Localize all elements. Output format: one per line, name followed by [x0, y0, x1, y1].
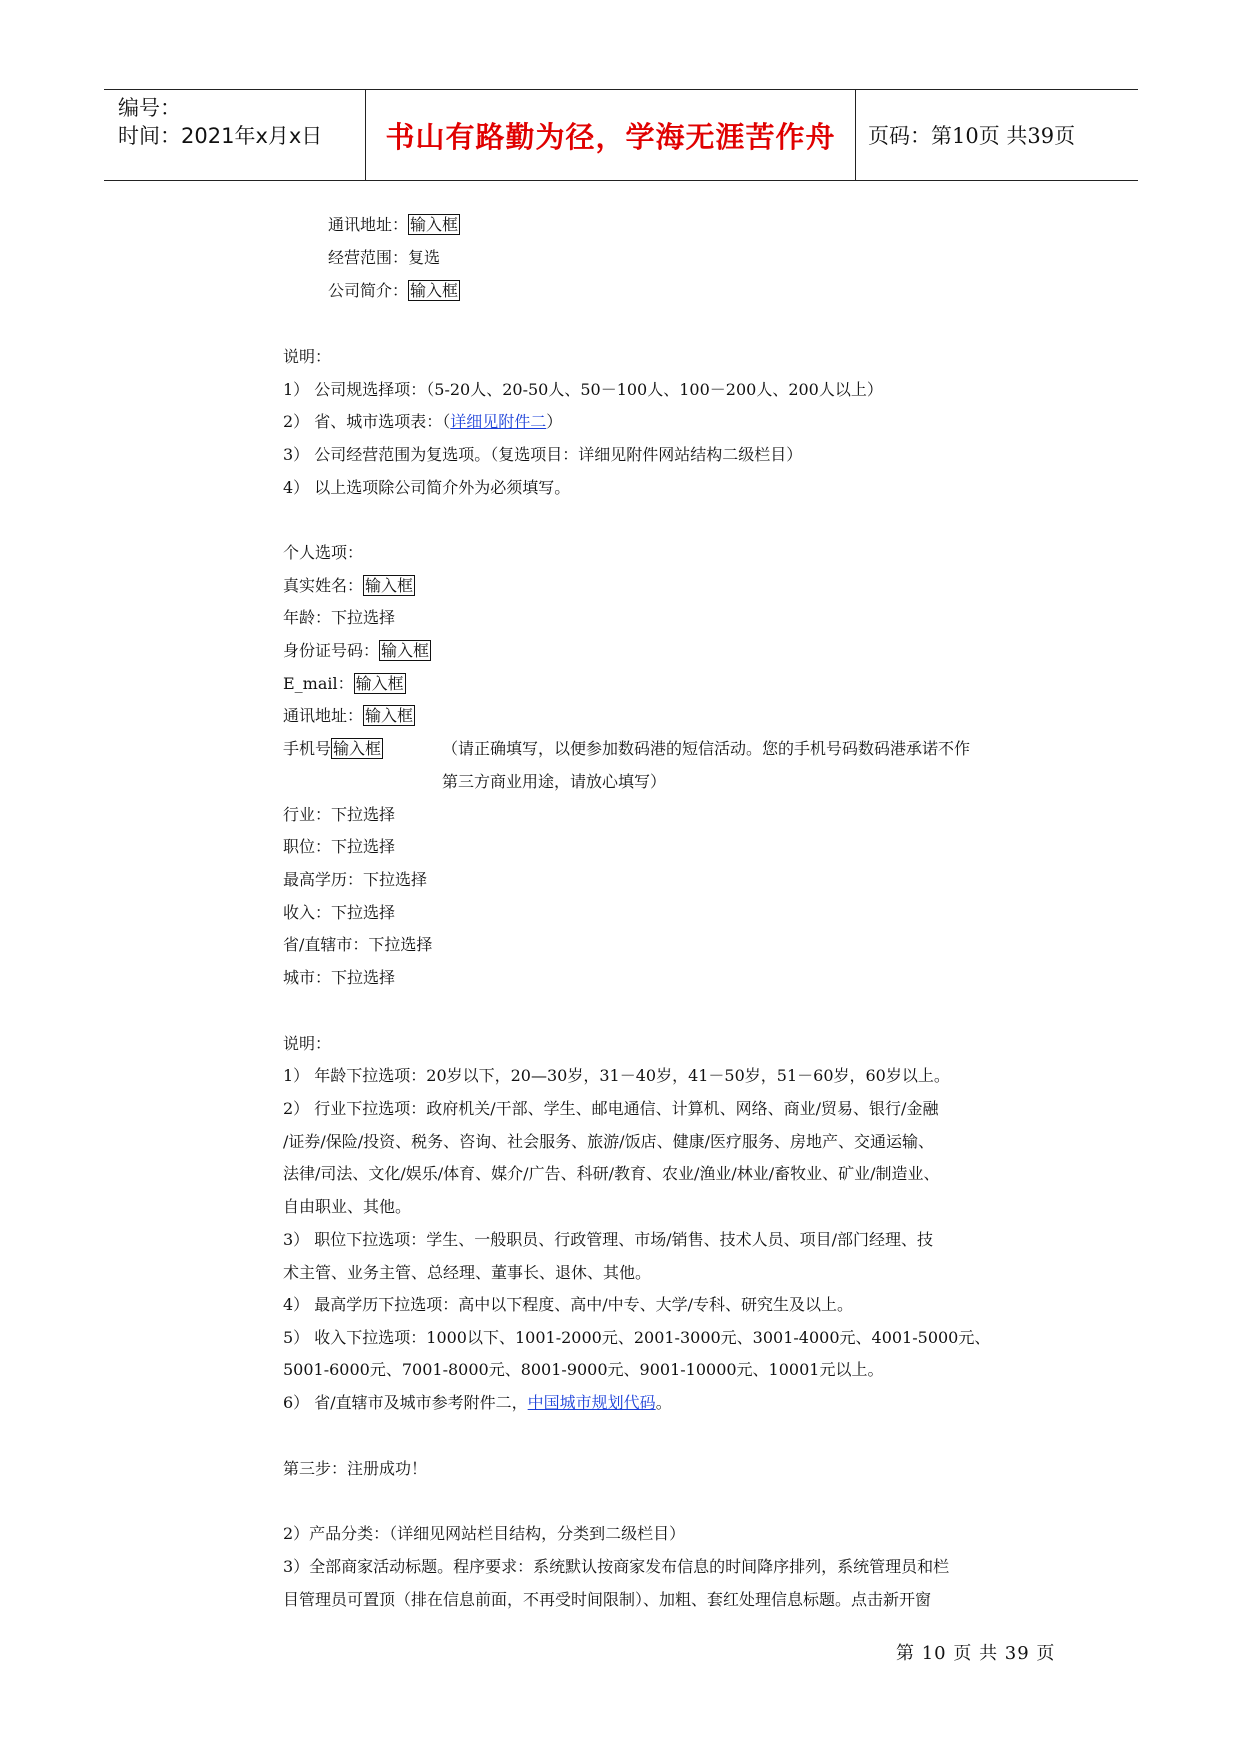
personal-name-line: [283, 574, 415, 598]
company-intro-input[interactable]: 输入框: [410, 281, 459, 300]
note2-line-9: 5） 收入下拉选项：1000以下、1001-2000元、2001-3000元、3001-4000元、4001-5000元、: [283, 1328, 991, 1347]
number-label: 编号：: [118, 96, 181, 120]
personal-province-line: 省/直辖市：下拉选择: [283, 935, 433, 954]
note2-line-11: [283, 1391, 672, 1415]
company-address-line: [328, 213, 460, 237]
phone-note-line-1: （请正确填写，以便参加数码港的短信活动。您的手机号码数码港承诺不作: [442, 739, 971, 758]
tail-line-1: 2）产品分类：（详细见网站栏目结构，分类到二级栏目）: [283, 1524, 686, 1543]
real-name-input[interactable]: 输入框: [365, 576, 414, 595]
personal-industry-line: 行业：下拉选择: [283, 805, 396, 824]
city-code-link[interactable]: 中国城市规划代码: [527, 1393, 656, 1412]
note2-line-5: 自由职业、其他。: [283, 1197, 412, 1216]
personal-name-label: 真实姓名：: [283, 576, 364, 595]
personal-id-line: [283, 639, 431, 663]
note1-item-2-close: ）: [546, 412, 563, 431]
tail-line-3: 目管理员可置顶（排在信息前面，不再受时间限制）、加粗、套红处理信息标题。点击新开窗: [283, 1590, 932, 1609]
phone-note-line-2: 第三方商业用途，请放心填写）: [442, 772, 667, 791]
phone-input[interactable]: 输入框: [333, 739, 382, 758]
note2-line-4: 法律/司法、文化/娱乐/体育、媒介/广告、科研/教育、农业/渔业/林业/畜牧业、矿业/制造业、: [283, 1164, 940, 1183]
note1-item-4: 4） 以上选项除公司简介外为必须填写。: [283, 478, 571, 497]
time-label: 时间：2021年x月x日: [118, 124, 323, 148]
header-page-label: 页码：第10页 共39页: [868, 124, 1076, 148]
personal-education-line: 最高学历：下拉选择: [283, 870, 428, 889]
personal-city-line: 城市：下拉选择: [283, 968, 396, 987]
personal-position-line: 职位：下拉选择: [283, 837, 396, 856]
personal-income-line: 收入：下拉选择: [283, 903, 396, 922]
note2-line-1: 1） 年龄下拉选项：20岁以下，20—30岁，31－40岁，41－50岁，51－60岁，60岁以上。: [283, 1066, 950, 1085]
personal-phone-line: [283, 737, 383, 761]
header-left-cell: [104, 90, 366, 180]
note2-line-2: 2） 行业下拉选项：政府机关/干部、学生、邮电通信、计算机、网络、商业/贸易、银行/金融: [283, 1099, 939, 1118]
note1-item-3: 3） 公司经营范围为复选项。（复选项目：详细见附件网站结构二级栏目）: [283, 445, 803, 464]
personal-email-line: [283, 672, 406, 696]
note2-line-6: 3） 职位下拉选项：学生、一般职员、行政管理、市场/销售、技术人员、项目/部门经理、技: [283, 1230, 934, 1249]
company-address-label: 通讯地址：: [328, 215, 409, 234]
personal-address-label: 通讯地址：: [283, 706, 364, 725]
company-scope-line: 经营范围：复选: [328, 248, 441, 267]
note2-line-11-text: 6） 省/直辖市及城市参考附件二，: [283, 1393, 528, 1412]
personal-email-label: E_mail：: [283, 674, 354, 693]
personal-phone-label: 手机号: [283, 739, 332, 758]
id-number-input[interactable]: 输入框: [381, 641, 430, 660]
tail-line-2: 3）全部商家活动标题。程序要求：系统默认按商家发布信息的时间降序排列，系统管理员和栏: [283, 1557, 950, 1576]
company-address-input[interactable]: 输入框: [410, 215, 459, 234]
note1-title: 说明：: [283, 347, 332, 366]
note2-title: 说明：: [283, 1034, 332, 1053]
note1-item-1: 1） 公司规选择项：（5-20人、20-50人、50－100人、100－200人、200人以上）: [283, 380, 883, 399]
personal-age-line: 年龄：下拉选择: [283, 608, 396, 627]
company-intro-line: [328, 279, 460, 303]
note2-line-3: /证券/保险/投资、税务、咨询、社会服务、旅游/饭店、健康/医疗服务、房地产、交通运输、: [283, 1132, 934, 1151]
personal-address-line: [283, 704, 415, 728]
note2-line-11-end: 。: [655, 1393, 672, 1412]
note2-line-7: 术主管、业务主管、总经理、董事长、退休、其他。: [283, 1263, 652, 1282]
header-slogan: 书山有路勤为径，学海无涯苦作舟: [366, 90, 856, 180]
email-input[interactable]: 输入框: [355, 674, 404, 693]
note2-line-8: 4） 最高学历下拉选项：高中以下程度、高中/中专、大学/专科、研究生及以上。: [283, 1295, 854, 1314]
page-footer: 第 10 页 共 39 页: [896, 1643, 1056, 1664]
page-header: [104, 89, 1138, 181]
attachment-2-link[interactable]: 详细见附件二: [450, 412, 547, 431]
personal-title: 个人选项：: [283, 543, 364, 562]
personal-id-label: 身份证号码：: [283, 641, 380, 660]
note2-line-10: 5001-6000元、7001-8000元、8001-9000元、9001-10000元、10001元以上。: [283, 1360, 884, 1379]
personal-address-input[interactable]: 输入框: [365, 706, 414, 725]
note1-item-2: [283, 410, 562, 434]
step3-line: 第三步：注册成功！: [283, 1459, 428, 1478]
note1-item-2-text: 2） 省、城市选项表：（: [283, 412, 451, 431]
company-intro-label: 公司简介：: [328, 281, 409, 300]
